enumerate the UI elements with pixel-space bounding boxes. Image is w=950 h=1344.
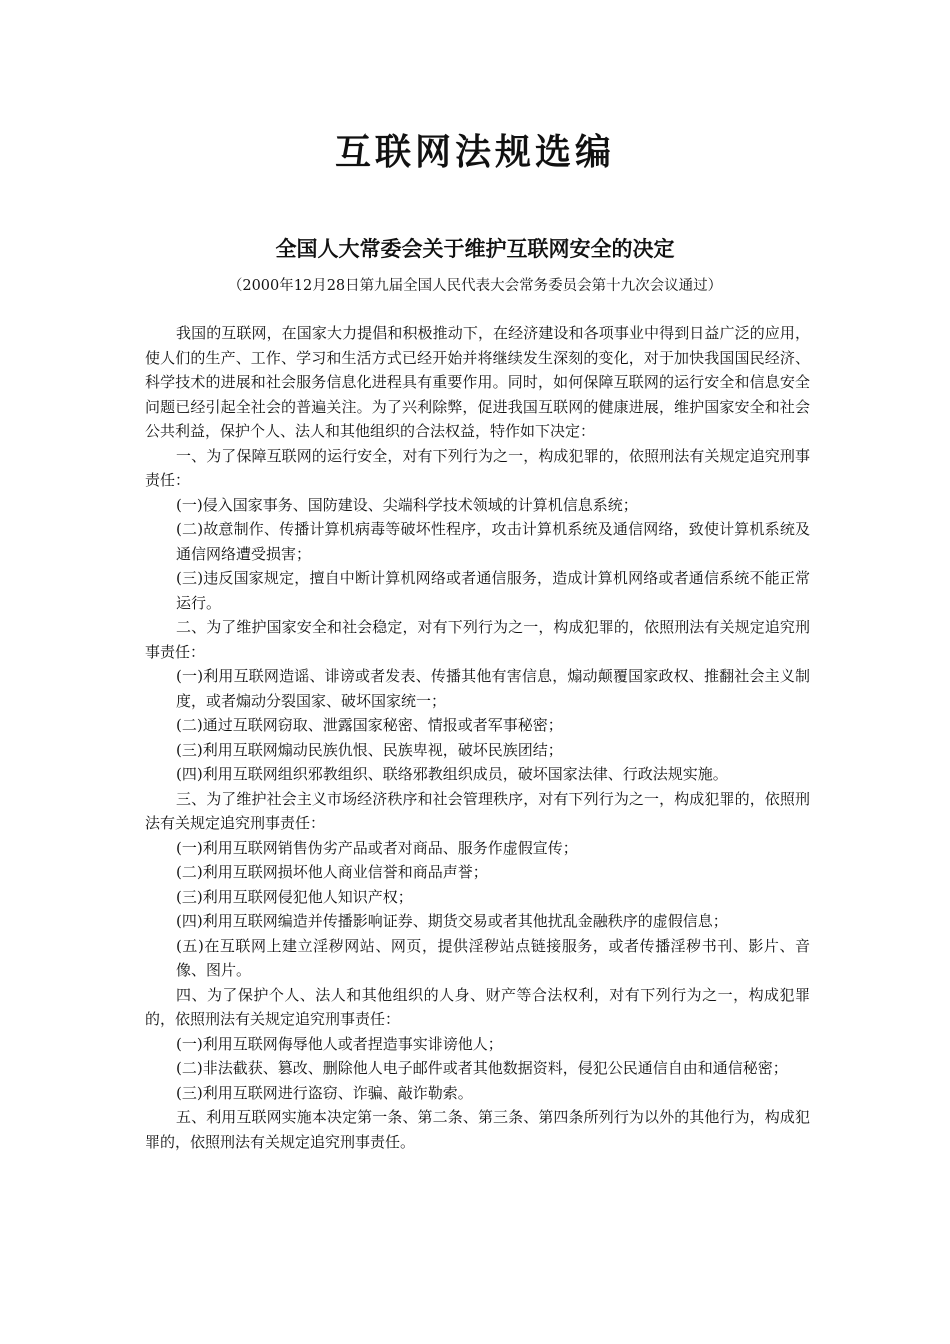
article-4-item: (三)利用互联网进行盗窃、诈骗、敲诈勒索。 [176, 1083, 473, 1102]
article-4-item: (二)非法截获、篡改、删除他人电子邮件或者其他数据资料，侵犯公民通信自由和通信秘密； [176, 1059, 788, 1077]
article-3-text: 三、为了维护社会主义市场经济秩序和社会管理秩序，对有下列行为之一，构成犯罪的，依照刑法有关规定追究刑事责任： [145, 789, 810, 832]
article-2-item: (一)利用互联网造谣、诽谤或者发表、传播其他有害信息，煽动颠覆国家政权、推翻社会主义制度，或者煽动分裂国家、破坏国家统一； [176, 667, 810, 710]
article-1-item: (一)侵入国家事务、国防建设、尖端科学技术领域的计算机信息系统； [176, 495, 638, 514]
article-2-text: 二、为了维护国家安全和社会稳定，对有下列行为之一，构成犯罪的，依照刑法有关规定追究刑事责任： [145, 618, 810, 661]
document-subtitle: （2000年12月28日第九届全国人民代表大会常务委员会第十九次会议通过） [227, 278, 723, 294]
document-title: 全国人大常委会关于维护互联网安全的决定 [275, 237, 675, 261]
article-4-text: 四、为了保护个人、法人和其他组织的人身、财产等合法权利，对有下列行为之一，构成犯罪的，依照刑法有关规定追究刑事责任： [145, 985, 810, 1028]
article-3-item: (三)利用互联网侵犯他人知识产权； [176, 887, 413, 906]
article-2-item: (二)通过互联网窃取、泄露国家秘密、情报或者军事秘密； [176, 716, 563, 734]
article-1-text: 一、为了保障互联网的运行安全，对有下列行为之一，构成犯罪的，依照刑法有关规定追究刑事责任： [145, 446, 810, 489]
article-3-item: (五)在互联网上建立淫秽网站、网页，提供淫秽站点链接服务，或者传播淫秽书刊、影片、音像、图片。 [176, 936, 810, 979]
preamble-paragraph: 我国的互联网，在国家大力提倡和积极推动下，在经济建设和各项事业中得到日益广泛的应用，使人们的生产、工作、学习和生活方式已经开始并将继续发生深刻的变化，对于加快我国国民经济、科学技术的进展和社会服务信息化进程具有重要作用。同时，如何保障互联网的运行安全和信息安全问题已经引起全社会的普遍关注。为了兴利除弊，促进我国互联网的健康进展，维护国家安全和社会公共利益，保护个人、法人和其他组织的合法权益，特作如下决定： [145, 324, 810, 440]
article-1-item: (三)违反国家规定，擅自中断计算机网络或者通信服务，造成计算机网络或者通信系统不能正常运行。 [176, 569, 810, 612]
article-3-item: (二)利用互联网损坏他人商业信誉和商品声誉； [176, 863, 488, 881]
article-4-item: (一)利用互联网侮辱他人或者捏造事实诽谤他人； [176, 1034, 503, 1053]
article-5-text: 五、利用互联网实施本决定第一条、第二条、第三条、第四条所列行为以外的其他行为，构成犯罪的，依照刑法有关规定追究刑事责任。 [145, 1108, 810, 1151]
article-2-item: (三)利用互联网煽动民族仇恨、民族卑视，破坏民族团结； [176, 740, 563, 759]
document-body [145, 321, 810, 1154]
article-3-item: (一)利用互联网销售伪劣产品或者对商品、服务作虚假宣传； [176, 838, 578, 857]
article-2-item: (四)利用互联网组织邪教组织、联络邪教组织成员，破坏国家法律、行政法规实施。 [176, 765, 728, 783]
main-title: 互联网法规选编 [334, 132, 615, 173]
article-1-item: (二)故意制作、传播计算机病毒等破坏性程序，攻击计算机系统及通信网络，致使计算机系统及通信网络遭受损害； [176, 520, 810, 563]
article-3-item: (四)利用互联网编造并传播影响证券、期货交易或者其他扰乱金融秩序的虚假信息； [176, 912, 728, 930]
